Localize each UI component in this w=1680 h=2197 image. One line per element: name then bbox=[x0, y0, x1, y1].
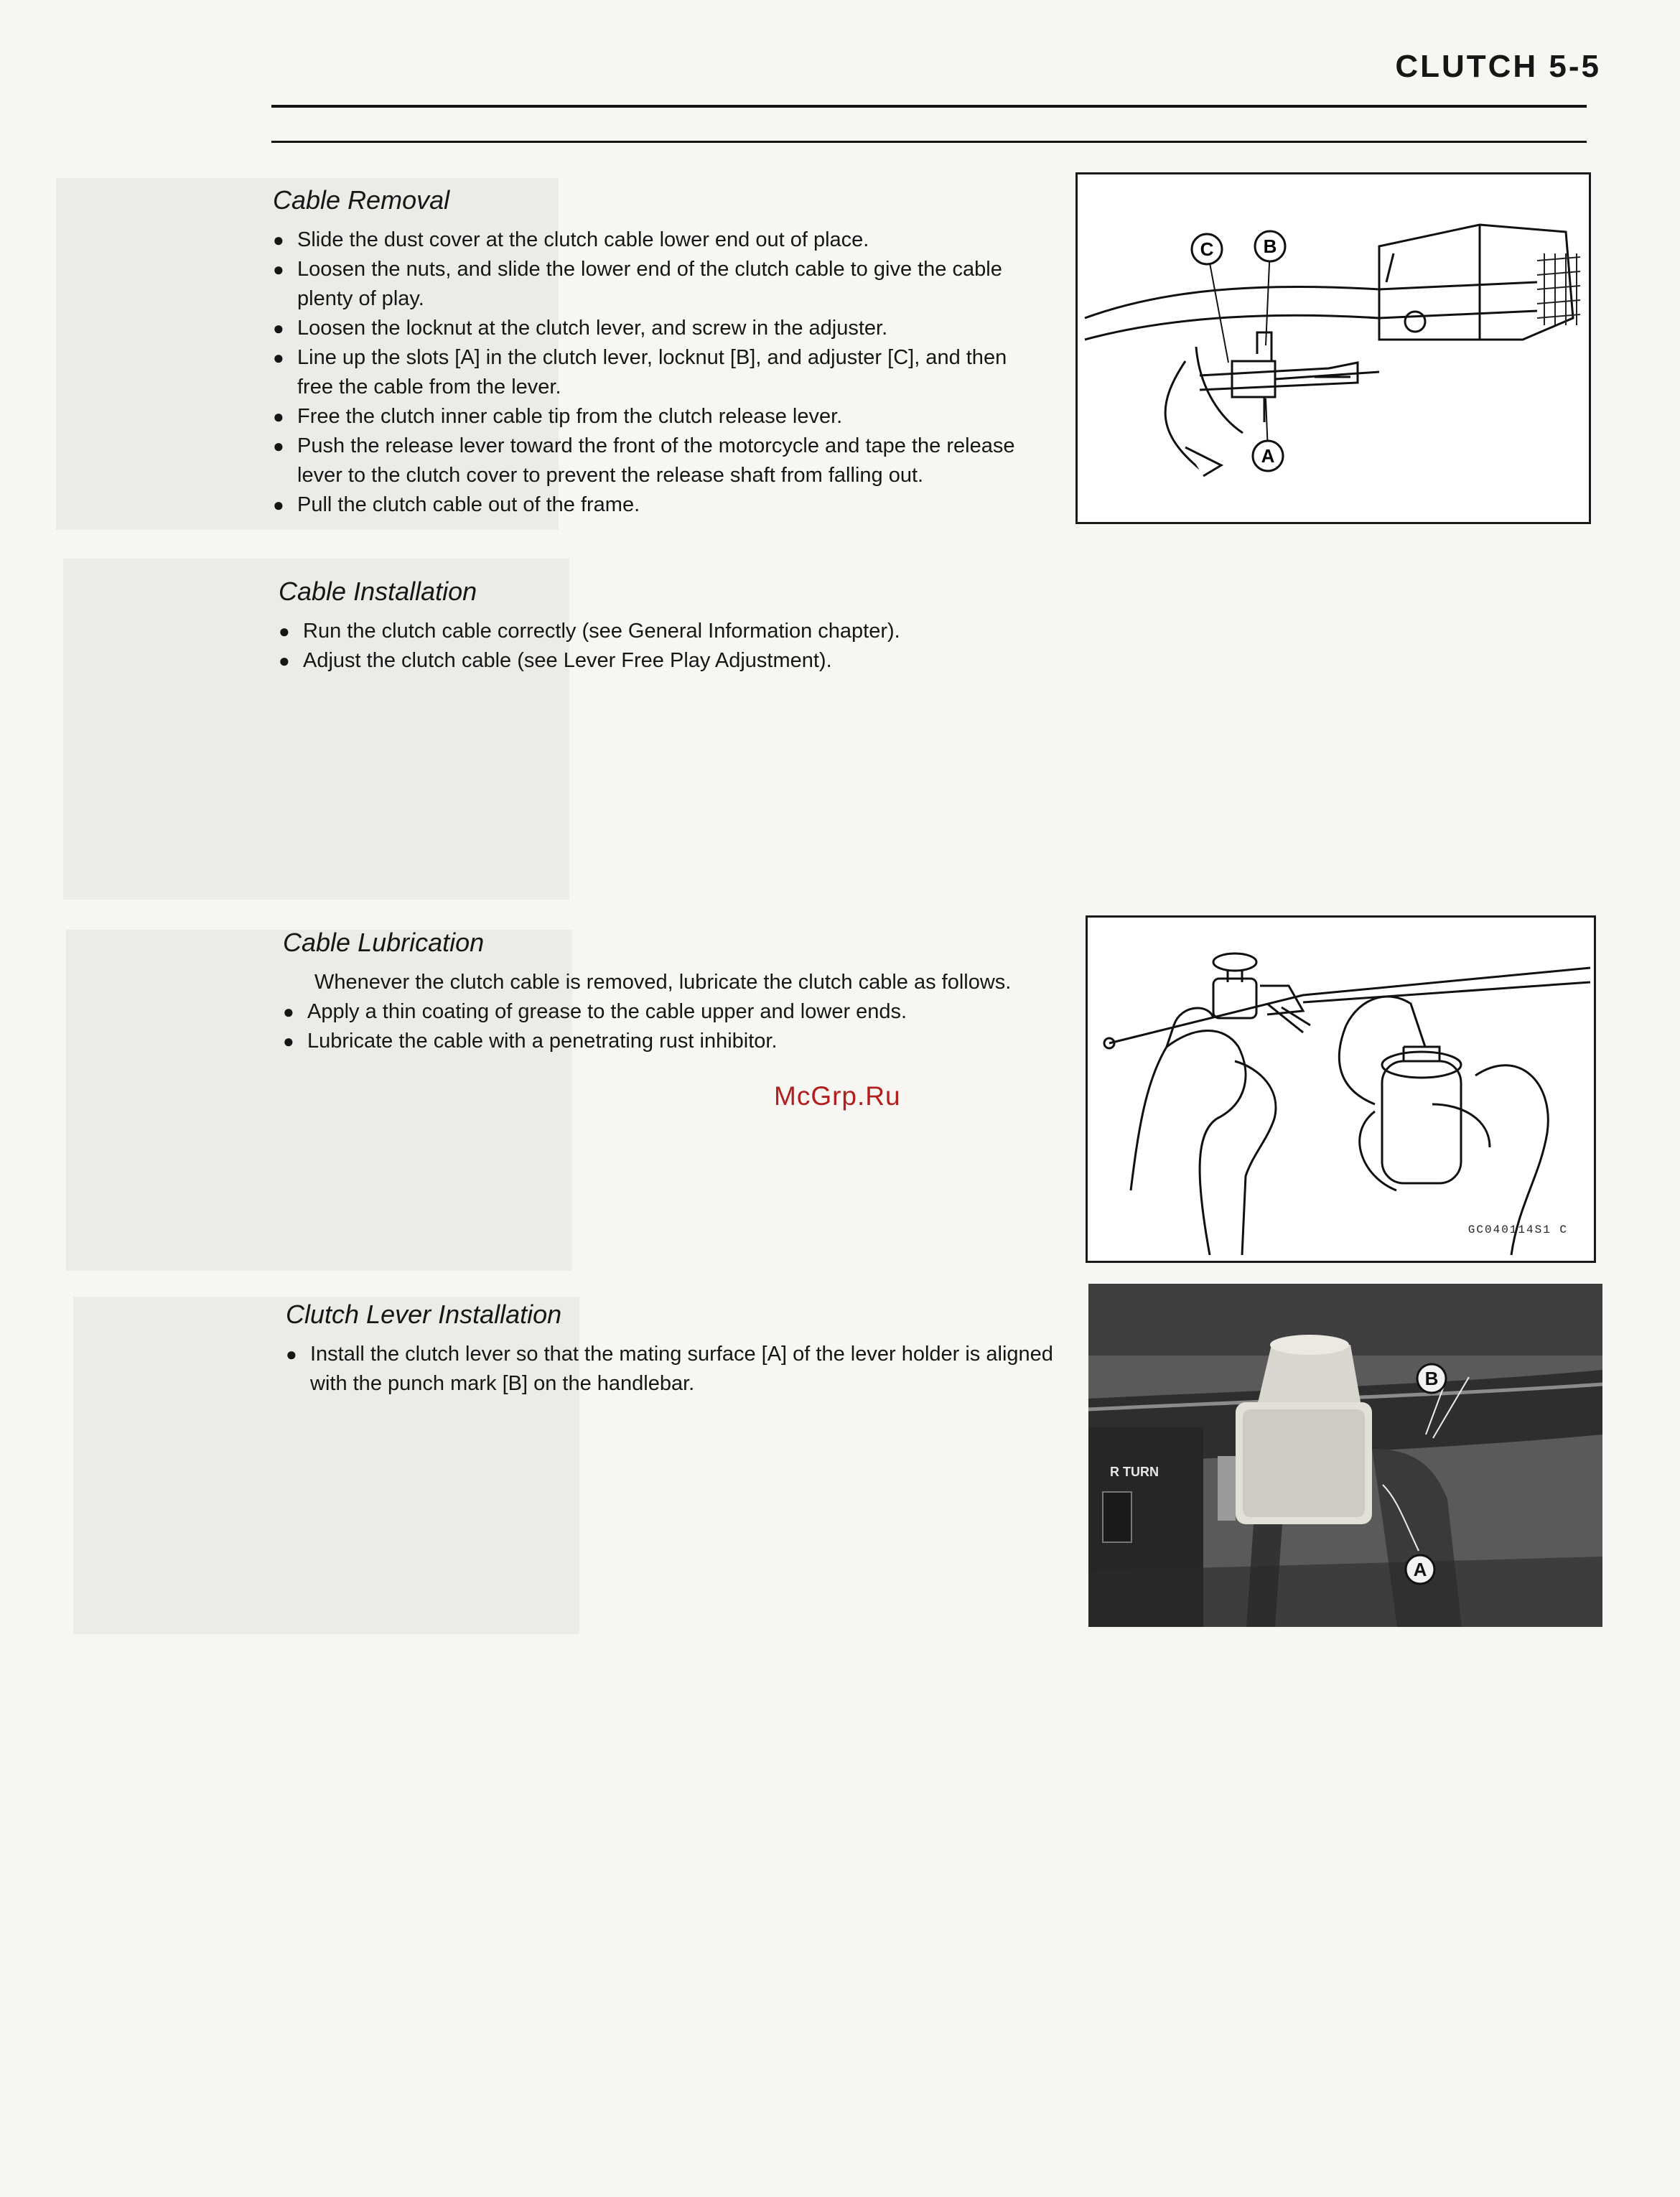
step-item: ● Free the clutch inner cable tip from the clutch release lever. bbox=[273, 402, 1048, 432]
cable-lubrication-figure bbox=[1086, 915, 1596, 1263]
section-cable-installation bbox=[279, 577, 1075, 676]
step-item: ● Run the clutch cable correctly (see General Information chapter). bbox=[279, 617, 1075, 646]
section-title: Cable Lubrication bbox=[283, 928, 485, 957]
watermark-text: McGrp.Ru bbox=[774, 1081, 901, 1111]
header-rule bbox=[271, 105, 1587, 108]
step-item: ● Push the release lever toward the front of the motorcycle and tape the release lever to the clutch cover to prevent the release shaft from falling out. bbox=[273, 432, 1048, 490]
svg-text:B: B bbox=[1424, 1368, 1439, 1389]
step-item: ● Apply a thin coating of grease to the cable upper and lower ends. bbox=[283, 997, 1058, 1027]
step-item: ● Slide the dust cover at the clutch cable lower end out of place. bbox=[273, 225, 1048, 255]
callout-a-icon bbox=[1253, 441, 1283, 471]
turn-switch-label: R TURN bbox=[1110, 1465, 1159, 1479]
handlebar-photo bbox=[1088, 1284, 1602, 1627]
section-title: Cable Removal bbox=[273, 185, 450, 215]
svg-text:A: A bbox=[1261, 445, 1275, 467]
step-list bbox=[279, 617, 1075, 676]
svg-text:A: A bbox=[1413, 1559, 1427, 1580]
callout-b-icon bbox=[1417, 1364, 1446, 1393]
step-item: ● Line up the slots [A] in the clutch lever, locknut [B], and adjuster [C], and then free the cable from the lever. bbox=[273, 343, 1048, 402]
section-cable-lubrication bbox=[283, 928, 1058, 1056]
step-item: ● Pull the clutch cable out of the frame. bbox=[273, 490, 1048, 520]
step-item: ● Loosen the locknut at the clutch lever, and screw in the adjuster. bbox=[273, 314, 1048, 343]
section-title: Cable Installation bbox=[279, 577, 477, 606]
step-list bbox=[286, 1340, 1083, 1399]
step-item: ● Loosen the nuts, and slide the lower end of the clutch cable to give the cable plenty of play. bbox=[273, 255, 1048, 314]
callout-b-icon bbox=[1255, 231, 1285, 261]
section-cable-removal bbox=[273, 185, 1048, 520]
figure-code: GC040114S1 C bbox=[1467, 1223, 1568, 1236]
svg-text:B: B bbox=[1263, 235, 1277, 257]
callout-a-icon bbox=[1406, 1555, 1434, 1584]
clutch-lever-diagram bbox=[1075, 172, 1591, 524]
section-title: Clutch Lever Installation bbox=[286, 1300, 562, 1329]
page-header-title: CLUTCH 5-5 bbox=[1395, 49, 1601, 84]
step-item: ● Install the clutch lever so that the mating surface [A] of the lever holder is aligned with the punch mark [B] on the handlebar. bbox=[286, 1340, 1083, 1399]
header-rule-secondary bbox=[271, 141, 1587, 143]
step-item: ● Adjust the clutch cable (see Lever Free Play Adjustment). bbox=[279, 646, 1075, 676]
section-intro: Whenever the clutch cable is removed, lubricate the clutch cable as follows. bbox=[314, 971, 1012, 994]
step-list bbox=[273, 225, 1048, 520]
step-item: ● Lubricate the cable with a penetrating rust inhibitor. bbox=[283, 1027, 1058, 1056]
callout-c-icon bbox=[1192, 234, 1222, 264]
section-clutch-lever-installation bbox=[286, 1300, 1083, 1399]
svg-text:C: C bbox=[1200, 238, 1214, 260]
step-list bbox=[283, 997, 1058, 1056]
